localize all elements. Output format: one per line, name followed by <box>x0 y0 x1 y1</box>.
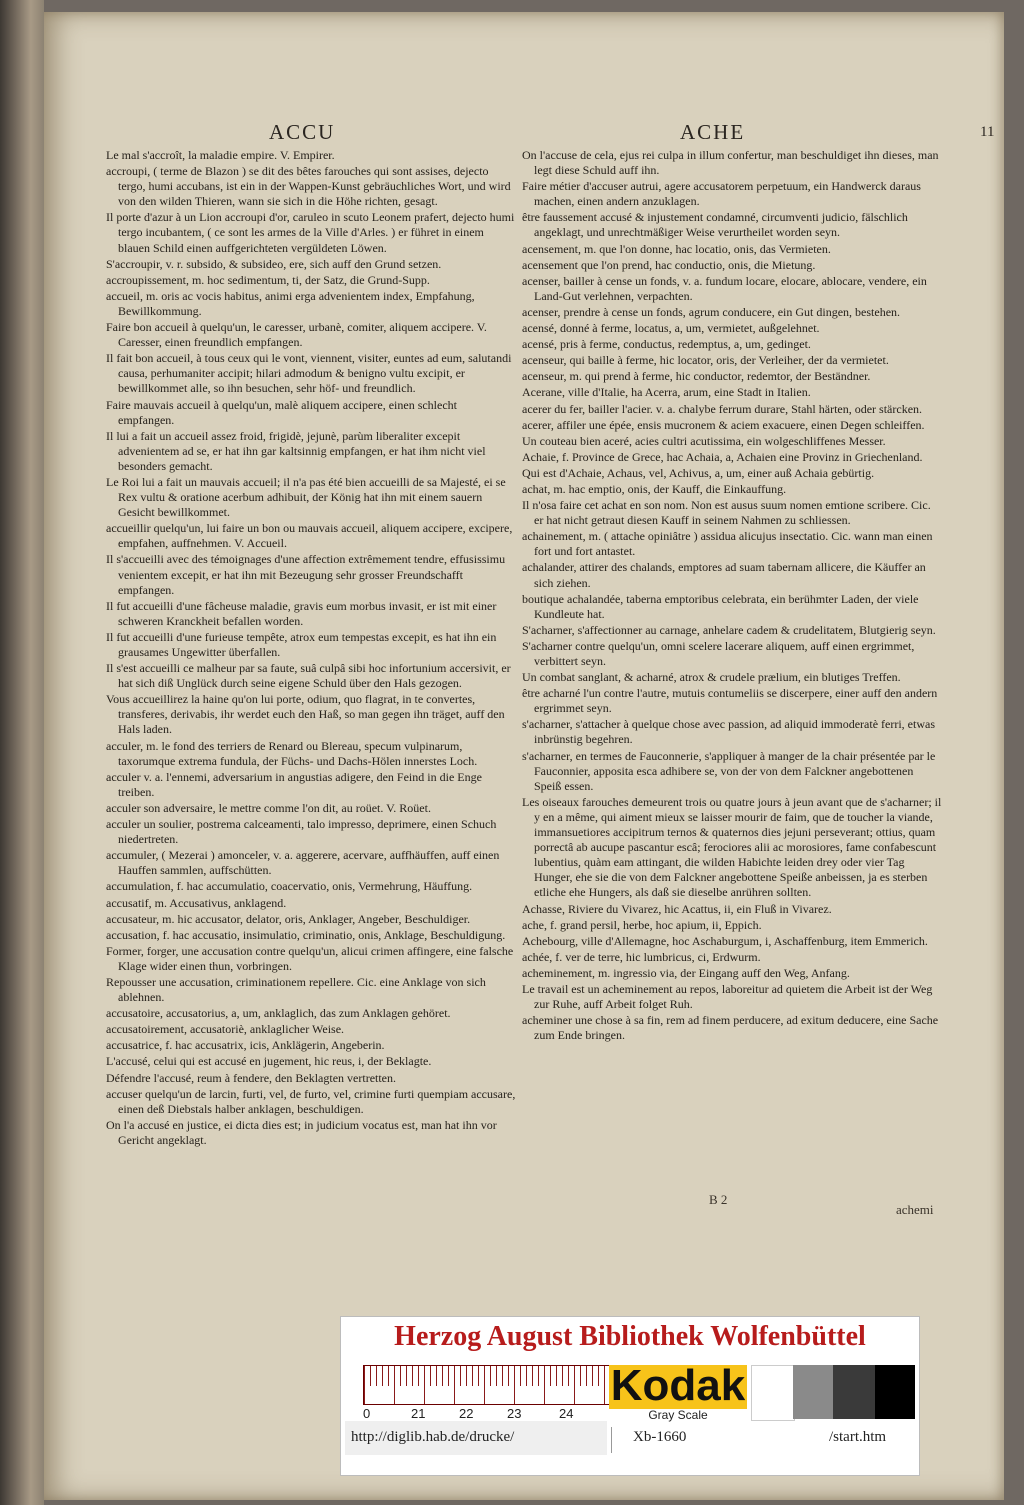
dictionary-entry: acculer, m. le fond des terriers de Renard ou Blereau, specum vulpinarum, taxorumque extrema fundula, der Füchs- und Dachs-Hölen innerstes Loch. <box>106 738 478 768</box>
dictionary-entry: acenseur, m. qui prend à ferme, hic conductor, redemtor, der Beständner. <box>522 369 871 384</box>
dictionary-entry: Le mal s'accroît, la maladie empire. V. Empirer. <box>106 148 335 162</box>
dictionary-entry: ache, f. grand persil, herbe, hoc apium, ii, Eppich. <box>522 917 762 932</box>
kodak-logo: Kodak <box>610 1361 746 1410</box>
dictionary-entry: acculer son adversaire, le mettre comme l'on dit, au roüet. V. Roüet. <box>106 800 431 815</box>
scale-tick <box>502 1366 503 1386</box>
scale-tick <box>532 1366 533 1386</box>
scale-tick <box>604 1366 605 1404</box>
dictionary-entry: acheminement, m. ingressio via, der Eingang auff den Weg, Anfang. <box>522 965 850 980</box>
book-page <box>44 12 1004 1500</box>
divider <box>611 1427 612 1453</box>
dictionary-entry: achainement, m. ( attache opiniâtre ) assidua alicujus insectatio. Cic. wann man einen fort und fort antastet. <box>522 529 933 559</box>
start-path: /start.htm <box>829 1429 887 1445</box>
scale-tick <box>556 1366 557 1386</box>
scale-tick <box>448 1366 449 1386</box>
dictionary-entry: Repousser une accusation, criminationem repellere. Cic. eine Anklage von sich ablehnen. <box>106 974 486 1005</box>
dictionary-entry: Acerane, ville d'Italie, ha Acerra, arum, eine Stadt in Italien. <box>522 385 811 400</box>
dictionary-entry: Achasse, Riviere du Vivarez, hic Acattus, ii, ein Fluß in Vivarez. <box>522 901 832 916</box>
scale-number: 0 <box>363 1406 371 1421</box>
scale-tick <box>538 1366 539 1386</box>
scale-tick <box>580 1366 581 1386</box>
scale-number: 22 <box>459 1406 474 1421</box>
dictionary-entry: accueil, m. oris ac vocis habitus, animi erga advenientem index, Empfahung, Bewillkommung. <box>106 288 475 318</box>
scale-tick <box>550 1366 551 1386</box>
dictionary-entry: Un combat sanglant, & acharné, atrox & crudele prælium, ein blutiges Treffen. <box>522 670 901 685</box>
scale-tick <box>484 1366 485 1404</box>
scale-tick <box>520 1366 521 1386</box>
dictionary-entry: accumuler, ( Mezerai ) amonceler, v. a. aggerere, acervare, auffhäuffen, auff einen Hauffen sammlen, auffschütten. <box>106 848 500 878</box>
dictionary-entry: Le Roi lui a fait un mauvais accueil; il n'a pas été bien accueilli de sa Majesté, ei se Rex vultu & oratione acerbum adhibuit, der König hat ihn mit einem sauern Gesicht bewillkommet. <box>106 474 506 520</box>
dictionary-entry: acensé, pris à ferme, conductus, redemptus, a, um, gedinget. <box>522 337 811 352</box>
scale-tick <box>400 1366 401 1386</box>
dictionary-entry: Le travail est un acheminement au repos, laboreitur ad quietem die Arbeit ist der Weg zur Ruhe, auff Arbeit folget Ruh. <box>522 981 933 1012</box>
dictionary-entry: On l'accuse de cela, ejus rei culpa in illum confertur, man beschuldiget ihn dieses, man legt diese Schuld auff ihn. <box>522 148 939 178</box>
gray-swatch-black <box>875 1365 915 1419</box>
page-number: 11 <box>980 124 995 140</box>
dictionary-entry: être acharné l'un contre l'autre, mutuis contumeliis se discerpere, einer auff den andern ergrimmet seyn. <box>522 686 938 716</box>
dictionary-entry: S'acharner contre quelqu'un, omni scelere lacerare aliquem, auff einen ergrimmet, verbittert seyn. <box>522 638 915 668</box>
dictionary-entry: Il fut accueilli d'une furieuse tempête, atrox eum tempestas excepit, es hat ihn ein grausames Ungewitter überfallen. <box>106 629 497 659</box>
shelfmark: Xb-1660 <box>633 1429 687 1445</box>
dictionary-entry: Achaie, f. Province de Grece, hac Achaia, a, Achaien eine Provinz in Griechenland. <box>522 449 923 464</box>
dictionary-entry: accueillir quelqu'un, lui faire un bon ou mauvais accueil, aliquem accipere, excipere, empfahen, auffnehmen. V. Accueil. <box>106 521 513 551</box>
scale-tick <box>460 1366 461 1386</box>
dictionary-entry: acheminer une chose à sa fin, rem ad finem perducere, ad exitum deducere, eine Sache zum Ende bringen. <box>522 1013 939 1043</box>
color-scale-strip <box>363 1365 617 1405</box>
scale-tick <box>382 1366 383 1386</box>
dictionary-entry: s'acharner, en termes de Fauconnerie, s'appliquer à manger de la chair présentée par le Fauconnier, apposita esca adhibere se, von der von dem Falckner angebottenen Speiß essen. <box>522 748 936 793</box>
dictionary-entry: acensement, m. que l'on donne, hac locatio, onis, das Vermieten. <box>522 241 831 256</box>
dictionary-entry: accusatoirement, accusatoriè, anklaglicher Weise. <box>106 1022 345 1037</box>
scale-number: 24 <box>559 1406 574 1421</box>
scale-tick <box>472 1366 473 1386</box>
scale-tick <box>454 1366 455 1404</box>
scale-tick <box>526 1366 527 1386</box>
dictionary-entry: Qui est d'Achaie, Achaus, vel, Achivus, a, um, einer auß Achaia gebürtig. <box>522 465 875 480</box>
dictionary-entry: acenser, prendre à cense un fonds, agrum conducere, ein Gut dingen, bestehen. <box>522 304 901 319</box>
dictionary-entry: Défendre l'accusé, reum à fendere, den Beklagten vertretten. <box>106 1070 397 1085</box>
scale-tick <box>418 1366 419 1386</box>
scale-tick <box>364 1366 365 1404</box>
dictionary-entry: acensement que l'on prend, hac conductio, onis, die Mietung. <box>522 257 816 272</box>
dictionary-entry: Former, forger, une accusation contre quelqu'un, alicui crimen affingere, eine falsche Klage wider einen thun, vorbringen. <box>106 943 514 973</box>
scale-tick <box>436 1366 437 1386</box>
dictionary-entry: être faussement accusé & injustement condamné, circumventi judicio, fälschlich angeklagt, und unrechtmäßiger Weise verurtheilet worden seyn. <box>522 210 908 240</box>
dictionary-entry: Faire mauvais accueil à quelqu'un, malè aliquem accipere, einen schlecht empfangen. <box>106 397 458 427</box>
scale-tick <box>370 1366 371 1386</box>
scale-tick <box>388 1366 389 1386</box>
scale-tick <box>586 1366 587 1386</box>
scale-tick <box>568 1366 569 1386</box>
scale-tick <box>592 1366 593 1386</box>
dictionary-entry: s'acharner, s'attacher à quelque chose avec passion, ad aliquid immoderatè ferri, etwas inbrünstig begehren. <box>522 717 935 747</box>
dictionary-entry: achat, m. hac emptio, onis, der Kauff, die Einkauffung. <box>522 481 787 496</box>
scale-tick <box>514 1366 515 1404</box>
dictionary-entry: accroupissement, m. hoc sedimentum, ti, der Satz, die Grund-Supp. <box>106 272 430 287</box>
dictionary-entry: Vous accueillirez la haine qu'on lui porte, odium, quo flagrat, in te convertes, transferes, derivabis, ihr werdet euch den Haß, so man gegen ihn träget, auff den Hals laden. <box>106 692 505 737</box>
scale-tick <box>490 1366 491 1386</box>
dictionary-entry: Il fut accueilli d'une fâcheuse maladie, gravis eum morbus invasit, er ist mit einer schweren Kranckheit befallen worden. <box>106 598 497 628</box>
dictionary-entry: Un couteau bien aceré, acies cultri acutissima, ein wolgeschliffenes Messer. <box>522 433 886 448</box>
gray-scale-label: Gray Scale <box>648 1408 708 1422</box>
running-head-right: ACHE <box>680 120 746 144</box>
dictionary-entry: acenseur, qui baille à ferme, hic locator, oris, der Verleiher, der da vermietet. <box>522 353 889 368</box>
signature-mark: B 2 <box>709 1192 728 1207</box>
scale-tick <box>562 1366 563 1386</box>
gray-swatch-mid <box>793 1365 833 1419</box>
catchword: achemi <box>896 1202 934 1217</box>
scale-tick <box>412 1366 413 1386</box>
scale-tick <box>574 1366 575 1404</box>
dictionary-entry: accroupi, ( terme de Blazon ) se dit des bêtes farouches qui sont assises, dejecto tergo, humi accubans, ist ein in der Wappen-Kunst gebräuchliches Wort, und wird von den wilden Thieren, wann sie sich in die Höhe richten, gesagt. <box>106 164 511 209</box>
scale-tick <box>466 1366 467 1386</box>
scale-number: 21 <box>411 1406 426 1421</box>
dictionary-entry: Il n'osa faire cet achat en son nom. Non est ausus suum nomen emtione scribere. Cic. er hat nicht getraut diesen Kauff in seinem Nahmen zu schliessen. <box>522 498 931 528</box>
dictionary-entry: Il s'est accueilli ce malheur par sa faute, suâ culpâ sibi hoc infortunium accersivit, er hat sich diß Unglück durch seine eigene Schuld über den Hals gezogen. <box>106 661 511 691</box>
dictionary-entry: Il fait bon accueil, à tous ceux qui le vont, viennent, visiter, euntes ad eum, salutandi causa, perhumaniter accipit; hilari admodum & benigno vultu excipit, er bewillkommet alle, so ihn besuchen, sehr höf- und freundlich. <box>106 351 512 396</box>
dictionary-entry: accusatif, m. Accusativus, anklagend. <box>106 895 287 910</box>
dictionary-entry: Il porte d'azur à un Lion accroupi d'or, caruleo in scuto Leonem prafert, dejecto humi tergo incubantem, ( ce sont les armes de la Ville d'Arles. ) er führet in einem blauen Schild einen auffgerichteten vergüldeten Löwen. <box>106 210 515 255</box>
dictionary-entry: accusatrice, f. hac accusatrix, icis, Anklägerin, Angeberin. <box>106 1038 385 1053</box>
gray-swatch-white <box>751 1365 795 1421</box>
dictionary-entry: Faire métier d'accuser autrui, agere accusatorem perpetuum, ein Handwerck daraus machen, einen andern anzuklagen. <box>522 179 921 209</box>
dictionary-entry: accusation, f. hac accusatio, insimulatio, criminatio, onis, Anklage, Beschuldigung. <box>106 927 506 942</box>
dictionary-entry: achée, f. ver de terre, hic lumbricus, ci, Erdwurm. <box>522 949 761 964</box>
dictionary-entry: acculer un soulier, postrema calceamenti, talo impresso, deprimere, einen Schuch niedertreten. <box>106 817 497 847</box>
scale-tick <box>442 1366 443 1386</box>
scale-tick <box>430 1366 431 1386</box>
dictionary-entry: boutique achalandée, taberna emptoribus celebrata, ein berühmter Laden, der viele Kundleute hat. <box>522 591 919 621</box>
running-head-left: ACCU <box>269 120 336 144</box>
left-column <box>106 148 516 1149</box>
scale-tick <box>424 1366 425 1404</box>
gray-swatch-dark <box>833 1365 875 1419</box>
right-column <box>522 148 942 1044</box>
book-binding-edge <box>0 0 44 1505</box>
dictionary-entry: achalander, attirer des chalands, emptores ad suam tabernam allicere, die Käuffer an sich ziehen. <box>522 560 926 590</box>
scale-tick <box>376 1366 377 1386</box>
dictionary-entry: S'accroupir, v. r. subsido, & subsideo, ere, sich auff den Grund setzen. <box>106 256 442 271</box>
scale-tick <box>598 1366 599 1386</box>
dictionary-entry: Il s'accueilli avec des témoignages d'une affection extrêmement tendre, effusissimu venientem excepit, er hat ihn mit Bezeugung sehr grosser Freundschafft empfangen. <box>106 552 506 597</box>
dictionary-entry: Achebourg, ville d'Allemagne, hoc Aschaburgum, i, Aschaffenburg, item Emmerich. <box>522 933 928 948</box>
source-url: http://diglib.hab.de/drucke/ <box>351 1429 515 1445</box>
dictionary-entry: acensé, donné à ferme, locatus, a, um, vermietet, außgelehnet. <box>522 321 820 336</box>
dictionary-entry: S'acharner, s'affectionner au carnage, anhelare cadem & crudelitatem, Blutgierig seyn. <box>522 622 936 637</box>
dictionary-entry: Les oiseaux farouches demeurent trois ou quatre jours à jeun avant que de s'acharner; il y en a même, qui aiment mieux se laisser mourir de faim, que de toucher la viande, immansuetiores accipitrum ternos & quaternos dies jejuni perseverant; ottius, quam porrectâ ab aucupe pascantur escâ; ferociores alii ac morosiores, fame confabescunt lubentius, quàm eam attingant, die wilden Habichte leiden drey oder vier Tag Hunger, ehe sie die von dem Falckner angebottene Speiße anbeissen, ja es sterben etliche ehe Hungers, als daß sie dieselbe anrühren sollten. <box>522 794 942 900</box>
dictionary-entry: On l'a accusé en justice, ei dicta dies est; in judicium vocatus est, man hat ihn vor Gericht angeklagt. <box>106 1117 497 1147</box>
scale-tick <box>544 1366 545 1404</box>
dictionary-entry: accusatoire, accusatorius, a, um, anklaglich, das zum Anklagen gehöret. <box>106 1006 451 1021</box>
scale-tick <box>508 1366 509 1386</box>
dictionary-entry: accusateur, m. hic accusator, delator, oris, Anklager, Angeber, Beschuldiger. <box>106 911 471 926</box>
scale-tick <box>394 1366 395 1404</box>
library-scan-target <box>340 1316 920 1476</box>
scale-tick <box>406 1366 407 1386</box>
dictionary-entry: acerer du fer, bailler l'acier. v. a. chalybe ferrum durare, Stahl härten, oder stärcken. <box>522 401 923 416</box>
dictionary-entry: Il lui a fait un accueil assez froid, frigidè, jejunè, parùm liberaliter excepit advenientem ad se, er hat ihn gar kaltsinnig empfangen, er hat ihm nicht viel besonders gemacht. <box>106 428 486 473</box>
dictionary-entry: acculer v. a. l'ennemi, adversarium in angustias adigere, den Feind in die Enge treiben. <box>106 769 482 799</box>
dictionary-entry: acerer, affiler une épée, ensis mucronem & aciem exacuere, einen Degen schleiffen. <box>522 417 925 432</box>
dictionary-entry: accumulation, f. hac accumulatio, coacervatio, onis, Vermehrung, Häuffung. <box>106 879 473 894</box>
scale-number: 23 <box>507 1406 522 1421</box>
dictionary-entry: L'accusé, celui qui est accusé en jugement, hic reus, i, der Beklagte. <box>106 1054 432 1069</box>
scale-tick <box>478 1366 479 1386</box>
dictionary-entry: accuser quelqu'un de larcin, furti, vel, de furto, vel, crimine furti quempiam accusare, einen deß Diebstals halber anklagen, beschuldigen. <box>106 1086 516 1116</box>
scale-tick <box>496 1366 497 1386</box>
dictionary-entry: acenser, bailler à cense un fonds, v. a. fundum locare, elocare, ablocare, vendere, ein Land-Gut verlehnen, verpachten. <box>522 273 927 303</box>
dictionary-entry: Faire bon accueil à quelqu'un, le caresser, urbanè, comiter, aliquem accipere. V. Caresser, einen freundlich empfangen. <box>106 320 487 350</box>
library-name: Herzog August Bibliothek Wolfenbüttel <box>394 1321 866 1352</box>
